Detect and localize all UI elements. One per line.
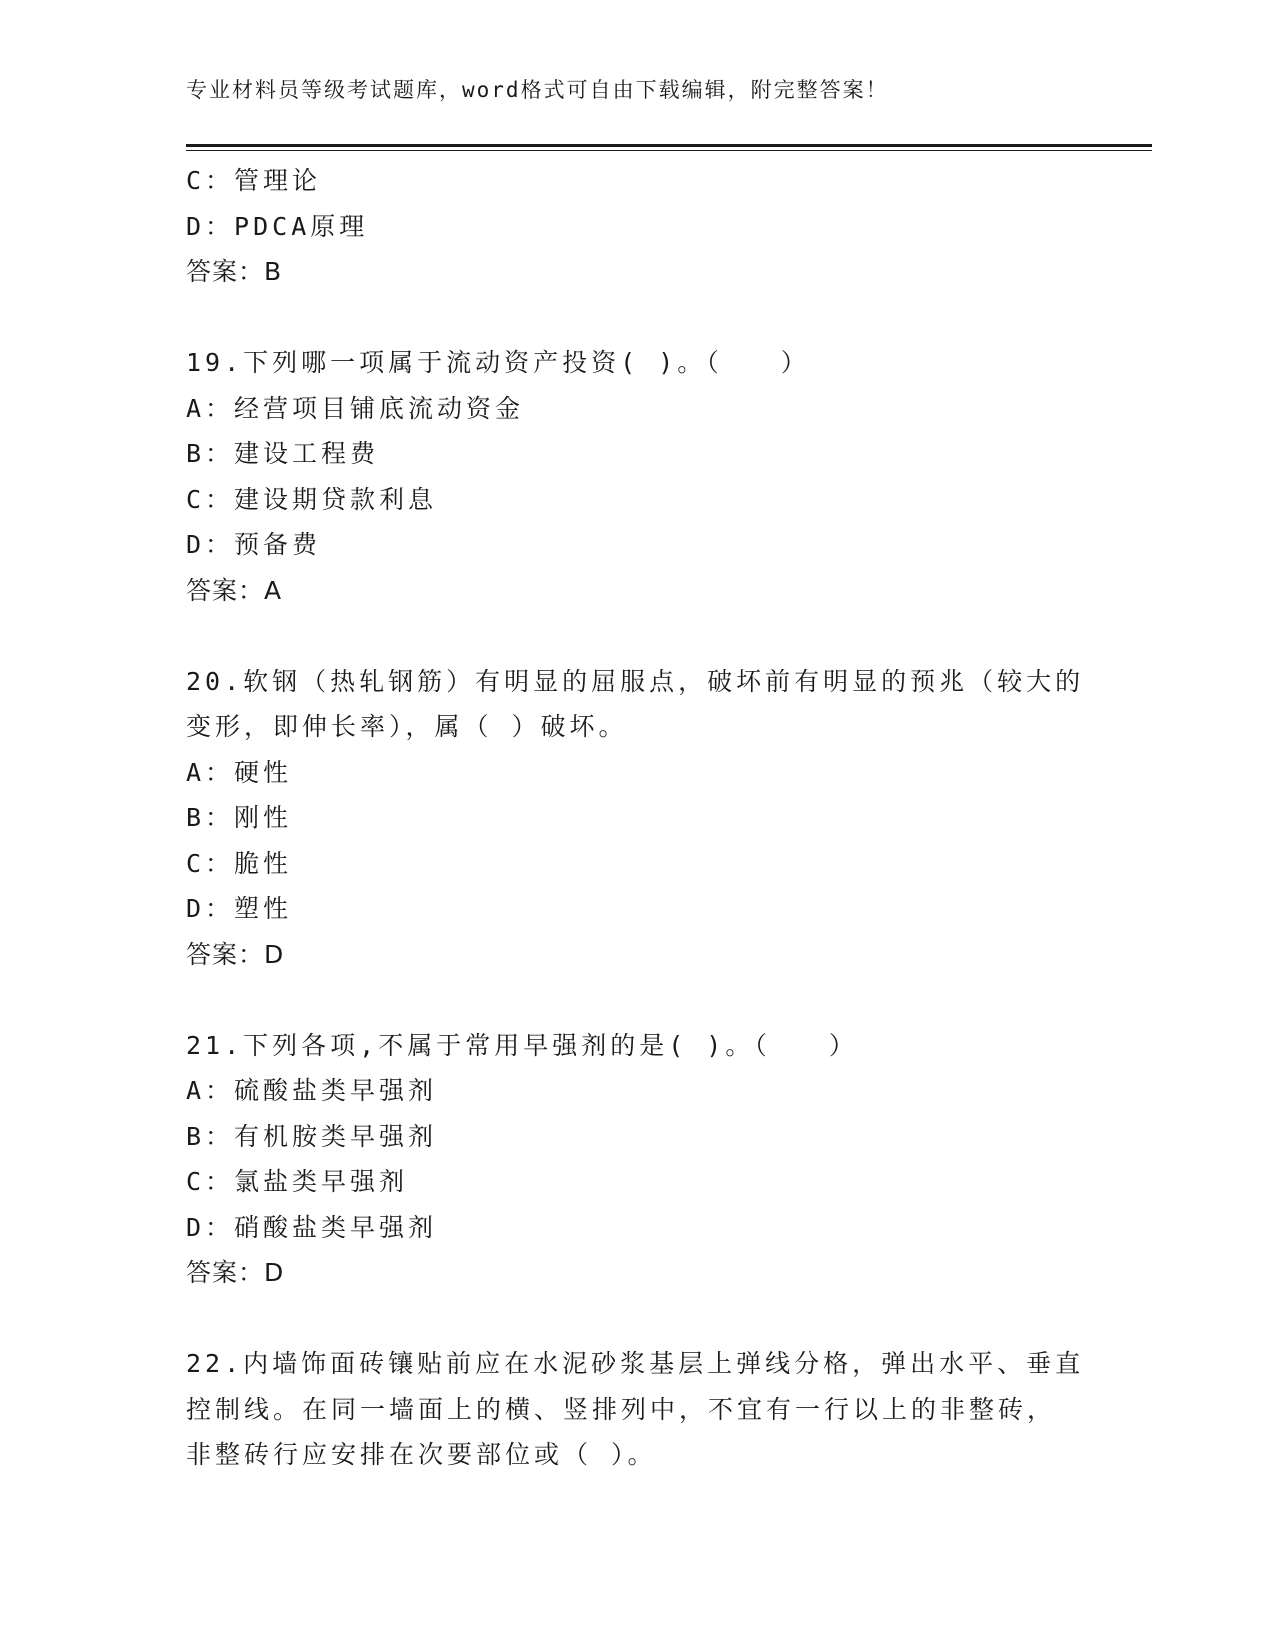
option-a: A：硫酸盐类早强剂: [186, 1076, 438, 1105]
option-c: C：氯盐类早强剂: [186, 1167, 409, 1196]
question-stem-continued: 变形，即伸长率），属（ ）破坏。: [186, 712, 628, 741]
option-c: C：建设期贷款利息: [186, 484, 438, 514]
option-d: D：硝酸盐类早强剂: [186, 1212, 438, 1242]
option-a: A：硬性: [186, 757, 293, 787]
question-stem-continued: 非整砖行应安排在次要部位或（ ）。: [186, 1440, 657, 1469]
question-stem-continued: 控制线。在同一墙面上的横、竖排列中，不宜有一行以上的非整砖，: [186, 1394, 1057, 1424]
question-stem: 22.内墙饰面砖镶贴前应在水泥砂浆基层上弹线分格，弹出水平、垂直: [186, 1349, 1085, 1378]
question-content: [186, 158, 1106, 1478]
answer-line: 答案：B: [186, 257, 283, 286]
question-stem: 19.下列哪一项属于流动资产投资( )。（ ）: [186, 348, 810, 377]
question-22: [186, 1341, 1106, 1478]
option-b: B：建设工程费: [186, 439, 380, 468]
question-19: [186, 340, 1106, 613]
answer-line: 答案：A: [186, 575, 283, 605]
page-header: 专业材料员等级考试题库，word格式可自由下载编辑，附完整答案！: [186, 78, 889, 102]
option-c: C：管理论: [186, 166, 322, 195]
question-21: [186, 1023, 1106, 1296]
option-b: B：有机胺类早强剂: [186, 1121, 438, 1151]
question-20: [186, 659, 1106, 978]
option-c: C：脆性: [186, 848, 293, 878]
answer-line: 答案：D: [186, 939, 285, 969]
option-d: D：预备费: [186, 530, 322, 559]
question-stem: 21.下列各项,不属于常用早强剂的是( )。（ ）: [186, 1030, 858, 1060]
answer-line: 答案：D: [186, 1258, 285, 1287]
header-double-rule: [186, 144, 1152, 151]
option-b: B：刚性: [186, 803, 293, 832]
option-a: A：经营项目铺底流动资金: [186, 393, 525, 423]
option-d: D：PDCA原理: [186, 211, 369, 241]
option-d: D：塑性: [186, 894, 293, 923]
question-stem: 20.软钢（热轧钢筋）有明显的屈服点，破坏前有明显的预兆（较大的: [186, 666, 1085, 696]
